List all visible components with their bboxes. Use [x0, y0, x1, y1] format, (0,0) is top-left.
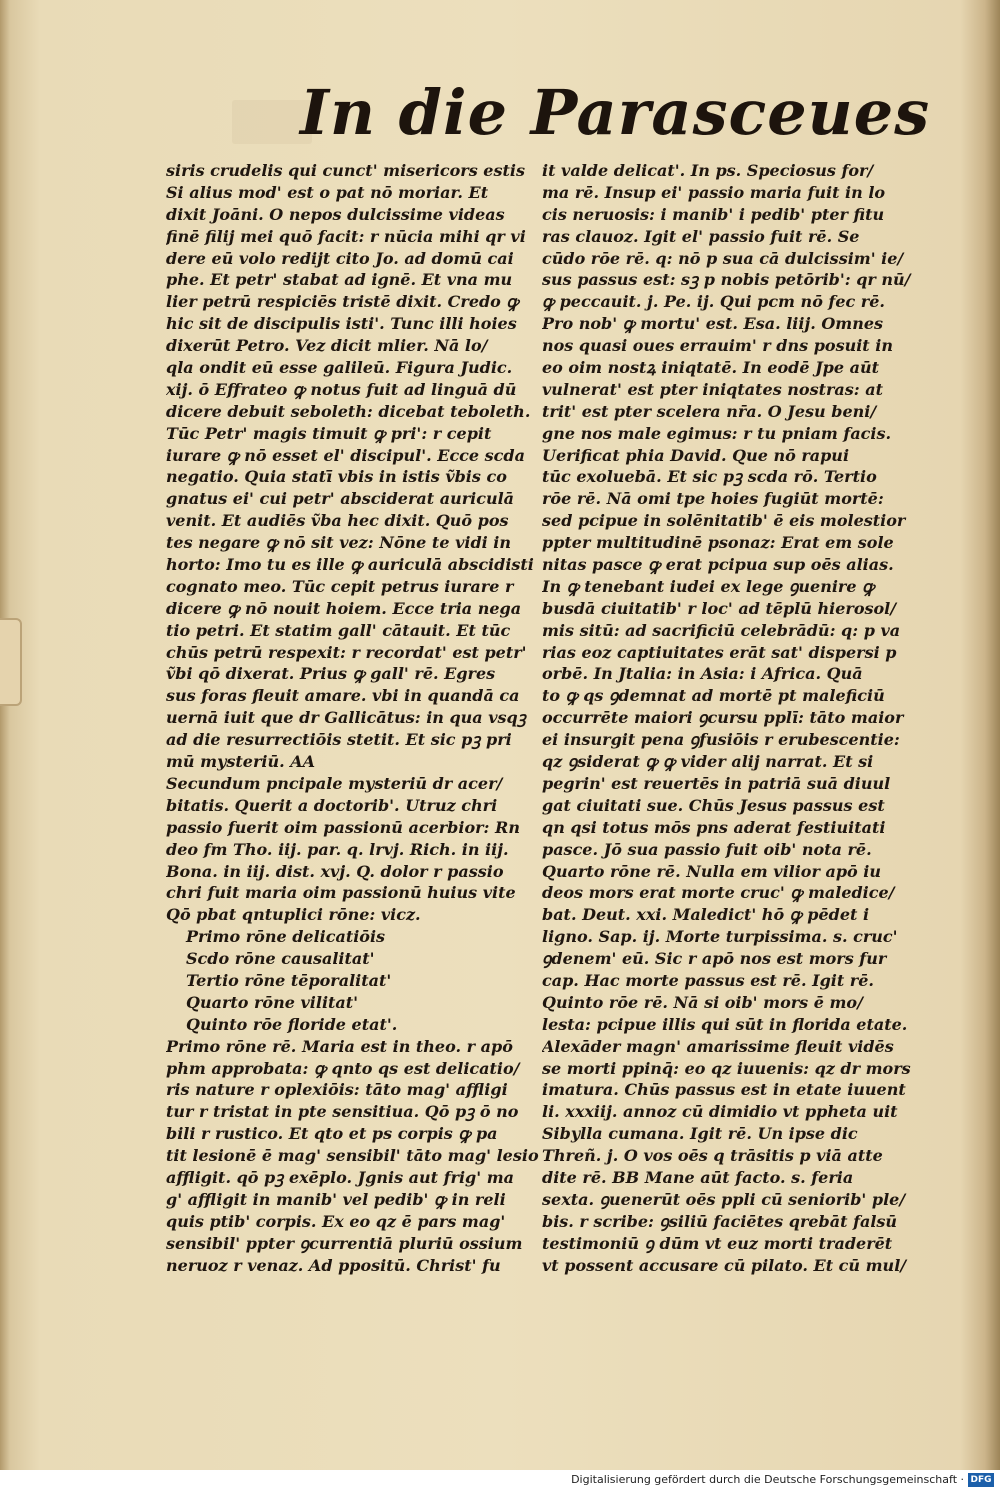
text-line: chūs petrū respexit: r recordat' est petr'	[166, 642, 527, 662]
text-line: cap. Hac morte passus est rē. Igit rē.	[542, 970, 874, 990]
text-line: nos quasi oues errauim' r dns posuit in	[542, 336, 893, 356]
text-line: horto: Imo tu es ille ꝙ auriculā abscidisti	[166, 555, 534, 575]
text-line: occurrēte maiori ꝯcursu pplī: tāto maior	[542, 708, 904, 728]
text-line: to ꝙ qs ꝯdemnat ad mortē pt maleficiū	[542, 686, 885, 706]
text-line: Uerificat phia David. Que nō rapui	[542, 445, 850, 465]
text-line: ma rē. Insup ei' passio maria fuit in lo	[542, 182, 886, 202]
text-line: sed pcipue in solēnitatib' ē eis molestior	[542, 511, 906, 531]
text-line: chri fuit maria oim passionū huius vite	[166, 883, 516, 903]
text-line: rōe rē. Nā omi tpe hoies fugiūt mortē:	[542, 489, 884, 509]
text-line: dite rē. BB Mane aūt facto. s. feria	[542, 1167, 854, 1187]
text-line: bitatis. Querit a doctorib'. Utruz chri	[166, 795, 498, 815]
text-line: tit lesionē ē mag' sensibil' tāto mag' lesio	[166, 1146, 539, 1166]
text-line: tur r tristat in pte sensitiua. Qō pꝫ ō no	[166, 1102, 519, 1122]
dfg-credit-text: Digitalisierung gefördert durch die Deutsche Forschungsgemeinschaft ·	[571, 1473, 964, 1486]
text-line: ei insurgit pena ꝯfusiōis r erubescentie:	[542, 730, 900, 750]
text-line: Bona. in iij. dist. xvj. Q. dolor r passio	[166, 861, 504, 881]
text-line: Quarto rōne vilitat'	[186, 992, 359, 1012]
text-line: sexta. ꝯuenerūt oēs ppli cū seniorib' ple/	[542, 1189, 906, 1209]
text-line: sus foras fleuit amare. vbi in quandā ca	[166, 686, 520, 706]
text-line: ris nature r oplexiōis: tāto mag' affligi	[166, 1080, 508, 1100]
text-line: busdā ciuitatib' r loc' ad tēplū hierosol/	[542, 598, 897, 618]
text-line: orbē. In Jtalia: in Asia: i Africa. Quā	[542, 664, 863, 684]
text-line: mū mysteriū. AA	[166, 752, 316, 772]
text-line: cūdo rōe rē. q: nō p sua cā dulcissim' ie/	[542, 248, 904, 268]
text-line: nitas pasce ꝙ erat pcipua sup oēs alias.	[542, 555, 894, 575]
text-line: mis sitū: ad sacrificiū celebrādū: q: p va	[542, 620, 901, 640]
text-line: Primo rōne rē. Maria est in theo. r apō	[166, 1036, 513, 1056]
text-line: tes negare ꝙ nō sit vez: Nōne te vidi in	[166, 533, 511, 553]
text-line: it valde delicat'. In ps. Speciosus for/	[542, 161, 874, 180]
text-line: uernā iuit que dr Gallicātus: in qua vsqꝫ	[166, 708, 526, 728]
text-line: ad die resurrectiōis stetit. Et sic pꝫ pri	[166, 730, 512, 750]
text-line: Primo rōne delicatiōis	[186, 927, 386, 947]
page-edge-tab	[0, 618, 22, 706]
text-line: tio petri. Et statim gall' cātauit. Et tūc	[166, 620, 511, 640]
text-line: bili r rustico. Et qto et ps corpis ꝙ pa	[166, 1124, 498, 1144]
left-text-column	[166, 160, 546, 1276]
text-line: Quinto rōe rē. Nā si oib' mors ē mo/	[542, 992, 863, 1012]
text-line: xij. ō Effrateo ꝙ notus fuit ad linguā dū	[166, 379, 517, 399]
text-line: Threñ. j. O vos oēs q trāsitis p viā atte	[542, 1146, 883, 1166]
text-line: Quinto rōe floride etat'.	[186, 1014, 398, 1034]
text-line: sus passus est: sꝫ p nobis petōrib': qr nū/	[542, 270, 911, 290]
text-line: affligit. qō pꝫ exēplo. Jgnis aut frig' ma	[166, 1167, 514, 1187]
text-line: cis neruosis: i manib' i pedib' pter fitu	[542, 204, 885, 224]
text-line: dixit Joāni. O nepos dulcissime videas	[166, 204, 505, 224]
text-line: finē filij mei quō facit: r nūcia mihi qr vi	[166, 226, 526, 246]
text-line: qz ꝯsiderat ꝙ ꝙ vider alij narrat. Et si	[542, 752, 874, 772]
page-title: In die Parasceues	[300, 76, 931, 149]
text-line: Tertio rōne tēporalitat'	[186, 970, 392, 990]
text-line: sensibil' ppter ꝯcurrentiā pluriū ossium	[166, 1233, 523, 1253]
text-line: rias eoz captiuitates erāt sat' dispersi p	[542, 642, 897, 662]
text-line: Sibylla cumana. Igit rē. Un ipse dic	[542, 1124, 858, 1144]
text-line: bis. r scribe: ꝯsiliū faciētes qrebāt falsū	[542, 1211, 898, 1231]
text-line: li. xxxiij. annoz cū dimidio vt ppheta uit	[542, 1102, 898, 1122]
text-line: dicere ꝙ nō nouit hoiem. Ecce tria nega	[166, 598, 522, 618]
text-line: iurare ꝙ nō esset el' discipul'. Ecce scda	[166, 445, 525, 465]
text-line: deo fm Tho. iij. par. q. lrvj. Rich. in iij.	[166, 839, 509, 859]
text-line: Secundum pncipale mysteriū dr acer/	[166, 773, 503, 793]
text-line: eo oim nostꝝ iniqtatē. In eodē Jpe aūt	[542, 358, 880, 378]
text-line: pegrin' est reuertēs in patriā suā diuul	[542, 773, 891, 793]
text-line: Quarto rōne rē. Nulla em vilior apō iu	[542, 861, 881, 881]
text-line: ꝯdenem' eū. Sic r apō nos est mors fur	[542, 949, 887, 969]
text-line: dicere debuit seboleth: dicebat teboleth.	[166, 401, 531, 421]
text-line: vulnerat' est pter iniqtates nostras: at	[542, 379, 884, 399]
text-line: Qō pbat qntuplici rōne: vicz.	[166, 905, 421, 925]
text-line: gnatus ei' cui petr' absciderat auriculā	[166, 489, 515, 509]
text-line: testimoniū ꝯ dūm vt euz morti traderēt	[542, 1233, 893, 1253]
text-line: cognato meo. Tūc cepit petrus iurare r	[166, 576, 514, 596]
text-line: ppter multitudinē psonaz: Erat em sole	[542, 533, 894, 553]
text-line: negatio. Quia statī̄ vbis in istis ṽbis co	[166, 467, 507, 487]
text-line: Pro nob' ꝙ mortu' est. Esa. liij. Omnes	[542, 314, 884, 334]
text-line: dere eū volo redijt cito Jo. ad domū cai	[166, 248, 514, 268]
text-line: phm approbata: ꝙ qnto qs est delicatio/	[166, 1058, 520, 1078]
text-line: ꝙ peccauit. j. Pe. ij. Qui pcm nō fec rē.	[542, 292, 885, 312]
text-line: pasce. Jō sua passio fuit oib' nota rē.	[542, 839, 872, 859]
text-line: neruoz r venaz. Ad ppositū. Christ' fu	[166, 1255, 501, 1275]
dfg-logo: DFG	[968, 1473, 994, 1487]
text-line: qla ondit eū esse galileū. Figura Judic.	[166, 358, 513, 378]
text-line: qn qsi totus mōs pns aderat festiuitati	[542, 817, 886, 837]
text-line: lesta: pcipue illis qui sūt in florida etate.	[542, 1014, 908, 1034]
text-line: ṽbi qō dixerat. Prius ꝙ gall' rē. Egres	[166, 664, 496, 684]
text-line: trit' est pter scelera nr̄a. O Jesu beni/	[542, 401, 877, 421]
text-line: Si alius mod' est o pat nō moriar. Et	[166, 182, 489, 202]
text-line: Scdo rōne causalitat'	[186, 949, 375, 969]
text-line: hic sit de discipulis isti'. Tunc illi hoies	[166, 314, 517, 334]
text-line: lier petrū respiciēs tristē dixit. Credo ꝙ	[166, 292, 519, 312]
text-line: ras clauoz. Igit el' passio fuit rē. Se	[542, 226, 860, 246]
text-line: ligno. Sap. ij. Morte turpissima. s. cruc'	[542, 927, 898, 947]
text-line: gat ciuitati sue. Chūs Jesus passus est	[542, 795, 885, 815]
text-line: tūc exoluebā. Et sic pꝫ scda rō. Tertio	[542, 467, 877, 487]
text-line: phe. Et petr' stabat ad ignē. Et vna mu	[166, 270, 513, 290]
right-text-column	[542, 160, 922, 1276]
text-line: gne nos male egimus: r tu pniam facis.	[542, 423, 892, 443]
text-line: dixerūt Petro. Vez dicit mlier. Nā lo/	[166, 336, 488, 356]
text-line: siris crudelis qui cunct' misericors estis	[166, 161, 525, 180]
text-line: se morti ppinq̄: eo qz iuuenis: qz dr mors	[542, 1058, 911, 1078]
text-line: g' affligit in manib' vel pedib' ꝙ in reli	[166, 1189, 506, 1209]
text-line: Alexāder magn' amarissime fleuit vidēs	[542, 1036, 894, 1056]
text-line: passio fuerit oim passionū acerbior: Rn	[166, 817, 520, 837]
text-line: quis ptib' corpis. Ex eo qz ē pars mag'	[166, 1211, 506, 1231]
text-line: In ꝙ tenebant iudei ex lege ꝯuenire ꝙ	[542, 576, 875, 596]
text-line: Tūc Petr' magis timuit ꝙ pri': r cepit	[166, 423, 492, 443]
text-line: imatura. Chūs passus est in etate iuuent	[542, 1080, 906, 1100]
text-line: vt possent accusare cū pilato. Et cū mul/	[542, 1255, 907, 1275]
text-line: venit. Et audiēs ṽba hec dixit. Quō pos	[166, 511, 509, 531]
text-line: bat. Deut. xxi. Maledict' hō ꝙ pēdet i	[542, 905, 870, 925]
text-line: deos mors erat morte cruc' ꝙ maledice/	[542, 883, 895, 903]
